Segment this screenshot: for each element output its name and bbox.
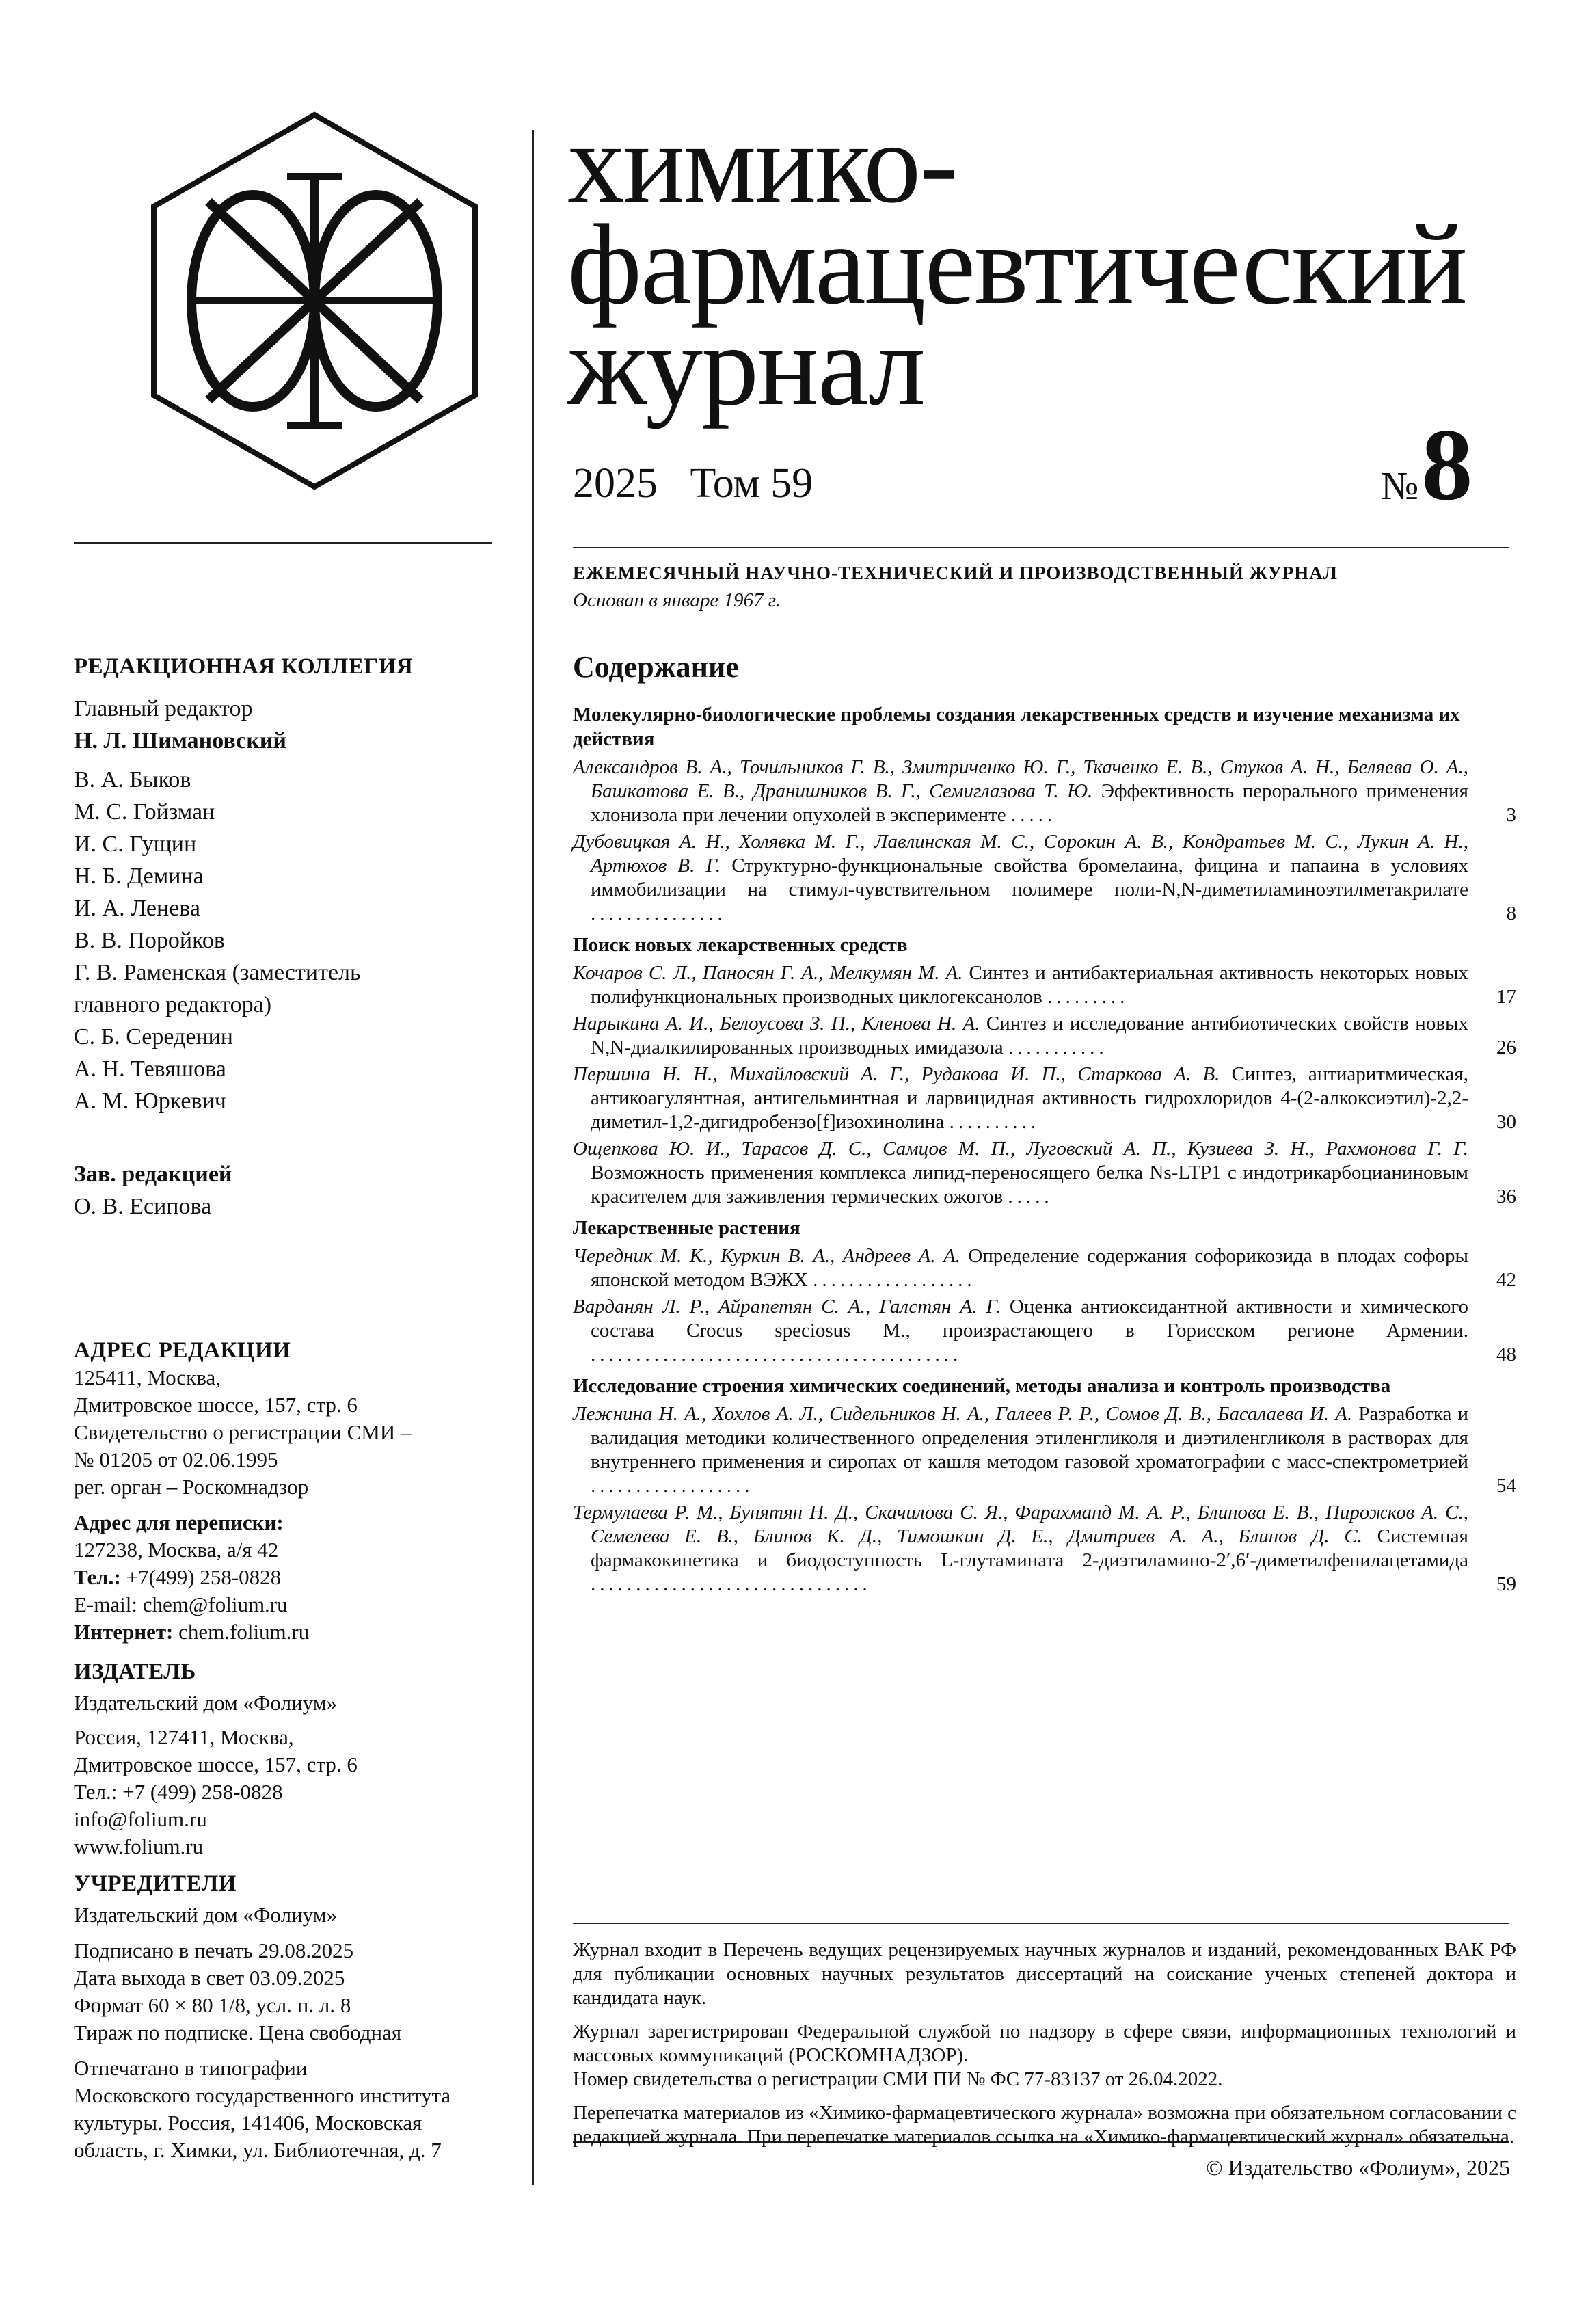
entry-page: 59 — [1496, 1573, 1516, 1595]
office-head-name: О. В. Есипова — [74, 1194, 212, 1219]
internet-label: Интернет: — [74, 1620, 174, 1644]
board-member: А. Н. Тевяшова — [74, 1056, 226, 1082]
note-vak: Журнал входит в Перечень ведущих рецензируемых научных журналов и изданий, рекомендованных ВАК РФ для публикации основных научных результатов диссертаций на соискание ученых степеней доктора и кандидата наук. — [573, 1939, 1516, 2009]
toc-entry[interactable]: Варданян Л. Р., Айрапетян С. А., Галстян А. Г. Оценка антиоксидантной активности и химического состава Crocus speciosus M., произрастающего в Горисском регионе Армении. ......................................... 48 — [573, 1296, 1516, 1365]
tel-line — [74, 1564, 498, 1591]
address-line: № 01205 от 02.06.1995 — [74, 1447, 278, 1471]
address-line: Дмитровское шоссе, 157, стр. 6 — [74, 1393, 358, 1417]
address-heading: АДРЕС РЕДАКЦИИ — [74, 1338, 291, 1363]
entry-page: 48 — [1496, 1344, 1516, 1365]
publisher-website[interactable]: www.folium.ru — [74, 1834, 204, 1858]
toc-entry[interactable]: Чередник М. К., Куркин В. А., Андреев А. А. Определение содержания софорикозида в плодах софоры японской методом ВЭЖХ .................. 42 — [573, 1245, 1516, 1291]
printer-info: Отпечатано в типографии — [74, 2056, 308, 2080]
entry-title: Определение содержания софорикозида в плодах софоры японской методом ВЭЖХ — [591, 1245, 1468, 1291]
notes-rule — [573, 1923, 1509, 1924]
board-member: А. М. Юркевич — [74, 1088, 226, 1114]
title-line-1: химико- — [567, 100, 957, 227]
office-head-label: Зав. редакцией — [74, 1162, 232, 1187]
printer-info: культуры. Россия, 141406, Московская — [74, 2111, 422, 2135]
editorial-board — [74, 653, 498, 1223]
entry-page: 3 — [1506, 804, 1516, 826]
entry-authors: Ощепкова Ю. И., Тарасов Д. С., Самцов М. П., Луговский А. П., Кузиева З. Н., Рахмонова Г. Г. — [573, 1138, 1468, 1160]
chief-label: Главный редактор — [74, 696, 253, 721]
entry-title: Структурно-функциональные свойства бромелаина, фицина и папаина в условиях иммобилизации на стимул-чувствительном полимере поли-N,N-диметиламиноэтилметакрилате — [591, 855, 1468, 900]
board-member: главного редактора) — [74, 992, 272, 1017]
column-divider — [532, 130, 534, 2185]
entry-page: 17 — [1496, 986, 1516, 1008]
entry-title: Разработка и валидация методики количественного определения этиленгликоля и диэтиленгликоля в растворах для внутреннего применения и сиропах от кашля методом газовой хроматографии с масс-спектрометрией — [591, 1403, 1469, 1473]
issue-volume: Том 59 — [690, 460, 813, 507]
section-title: Молекулярно-биологические проблемы создания лекарственных средств и изучение механизма их действия — [573, 704, 1460, 750]
publisher-name: Издательский дом «Фолиум» — [74, 1691, 337, 1715]
entry-page: 30 — [1496, 1111, 1516, 1133]
entry-authors: Термулаева Р. М., Бунятян Н. Д., Скачилова С. Я., Фарахманд М. А. Р., Блинова Е. В., Пирожков А. С., Семелева Е. В., Блинов К. Д., Тимошкин Д. Е., Дмитриев А. А., Блинов Д. С. — [573, 1501, 1468, 1547]
toc-entry[interactable]: Александров В. А., Точильников Г. В., Змитриченко Ю. Г., Ткаченко Е. В., Стуков А. Н., Беляева О. А., Башкатова Е. В., Дранишников В. Г., Семиглазова Т. Ю. Эффективность перорального применения хлонизола при лечении опухолей в эксперименте ..... 3 — [573, 756, 1516, 826]
email-line[interactable]: E-mail: chem@folium.ru — [74, 1592, 288, 1616]
entry-title: Эффективность перорального применения хлонизола при лечении опухолей в эксперименте — [591, 780, 1468, 826]
section-title: Исследование строения химических соединений, методы анализа и контроль производства — [573, 1375, 1391, 1397]
issue-number-value: 8 — [1421, 408, 1473, 522]
mail-label: Адрес для переписки: — [74, 1510, 284, 1534]
masthead-rule — [573, 547, 1509, 548]
entry-authors: Нарыкина А. И., Белоусова З. П., Кленова Н. А. — [573, 1013, 980, 1034]
print-info: Подписано в печать 29.08.2025 — [74, 1938, 354, 1962]
printer-info: Московского государственного института — [74, 2083, 451, 2107]
internet-value[interactable]: chem.folium.ru — [173, 1620, 310, 1644]
contents-heading: Содержание — [573, 650, 739, 684]
board-member: В. В. Поройков — [74, 928, 225, 953]
publisher-heading: ИЗДАТЕЛЬ — [74, 1659, 196, 1684]
founded-line: Основан в январе 1967 г. — [573, 589, 781, 611]
title-line-3: журнал — [567, 302, 924, 429]
address-line: рег. орган – Роскомнадзор — [74, 1475, 309, 1499]
toc-entry[interactable]: Ощепкова Ю. И., Тарасов Д. С., Самцов М. П., Луговский А. П., Кузиева З. Н., Рахмонова Г. Г. Возможность применения комплекса липид-переносящего белка Ns-LTP1 с индотрикарбоцианиновым красителем для заживления термических ожогов ..... 36 — [573, 1138, 1516, 1207]
tel-value: +7(499) 258-0828 — [120, 1565, 282, 1589]
entry-title: Возможность применения комплекса липид-переносящего белка Ns-LTP1 с индотрикарбоцианиновым красителем для заживления термических ожогов — [591, 1162, 1468, 1207]
entry-page: 26 — [1496, 1037, 1516, 1058]
note-registration: Журнал зарегистрирован Федеральной службой по надзору в сфере связи, информационных технологий и массовых коммуникаций (РОСКОМНАДЗОР). — [573, 2020, 1516, 2066]
founders-block — [74, 1870, 498, 2164]
title-line-2: фармацевтический — [567, 201, 1466, 328]
entry-page: 8 — [1506, 903, 1516, 924]
left-top-rule — [74, 542, 492, 544]
print-info: Формат 60 × 80 1/8, усл. п. л. 8 — [74, 1993, 351, 2017]
entry-authors: Александров В. А., Точильников Г. В., Змитриченко Ю. Г., Ткаченко Е. В., Стуков А. Н., Беляева О. А., Башкатова Е. В., Дранишников В. Г., Семиглазова Т. Ю. — [573, 756, 1468, 802]
board-member: М. С. Гойзман — [74, 799, 215, 825]
board-member: И. С. Гущин — [74, 831, 197, 857]
publisher-line: Дмитровское шоссе, 157, стр. 6 — [74, 1752, 358, 1776]
entry-authors: Варданян Л. Р., Айрапетян С. А., Галстян А. Г. — [573, 1296, 1001, 1318]
table-of-contents — [573, 650, 1516, 1599]
publisher-email[interactable]: info@folium.ru — [74, 1807, 207, 1831]
toc-entry[interactable]: Лежнина Н. А., Хохлов А. Л., Сидельников Н. А., Галеев Р. Р., Сомов Д. В., Басалаева И. А. Разработка и валидация методики количественного определения этиленгликоля и диэтиленгликоля в растворах для внутреннего применения и сиропах от кашля методом газовой хроматографии с масс-спектрометрией .................. 54 — [573, 1403, 1516, 1497]
printer-info: область, г. Химки, ул. Библиотечная, д. 7 — [74, 2138, 442, 2162]
toc-entry[interactable]: Термулаева Р. М., Бунятян Н. Д., Скачилова С. Я., Фарахманд М. А. Р., Блинова Е. В., Пирожков А. С., Семелева Е. В., Блинов К. Д., Тимошкин Д. Е., Дмитриев А. А., Блинов Д. С. Системная фармакокинетика и биодоступность L-глутамината 2-диэтиламино-2′,6′-диметилфенилацетамида ............................... 59 — [573, 1501, 1516, 1595]
board-member: Г. В. Раменская (заместитель — [74, 960, 361, 985]
publisher-line: Тел.: +7 (499) 258-0828 — [74, 1780, 283, 1804]
issue-line — [573, 459, 835, 508]
entry-authors: Лежнина Н. А., Хохлов А. Л., Сидельников Н. А., Галеев Р. Р., Сомов Д. В., Басалаева И. А. — [573, 1403, 1353, 1425]
internet-line — [74, 1618, 498, 1646]
board-member: Н. Б. Демина — [74, 864, 204, 889]
toc-entry[interactable]: Нарыкина А. И., Белоусова З. П., Кленова Н. А. Синтез и исследование антибиотических свойств новых N,N-диалкилированных производных имидазола ........... 26 — [573, 1013, 1516, 1058]
founders-name: Издательский дом «Фолиум» — [74, 1903, 337, 1927]
entry-authors: Дубовицкая А. Н., Холявка М. Г., Лавлинская М. С., Сорокин А. В., Кондратьев М. С., Лукин А. Н., Артюхов В. Г. — [573, 831, 1468, 877]
entry-page: 42 — [1496, 1269, 1516, 1291]
monthly-subtitle: ЕЖЕМЕСЯЧНЫЙ НАУЧНО-ТЕХНИЧЕСКИЙ И ПРОИЗВОДСТВЕННЫЙ ЖУРНАЛ — [573, 563, 1338, 583]
board-member: С. Б. Середенин — [74, 1024, 234, 1050]
entry-authors: Першина Н. Н., Михайловский А. Г., Рудакова И. П., Старкова А. В. — [573, 1063, 1220, 1085]
publisher-block — [74, 1658, 498, 1860]
toc-entry[interactable]: Першина Н. Н., Михайловский А. Г., Рудакова И. П., Старкова А. В. Синтез, антиаритмическая, антикоагулянтная, антигельминтная и ларвицидная активность гидрохлоридов 4-(2-алкоксиэтил)-2,2-диметил-1,2-дигидробензо[f]изохинолина .......... 30 — [573, 1063, 1516, 1133]
print-info: Тираж по подписке. Цена свободная — [74, 2020, 402, 2044]
issue-number — [1381, 408, 1473, 522]
issue-number-label: № — [1381, 464, 1419, 508]
board-heading: РЕДАКЦИОННАЯ КОЛЛЕГИЯ — [74, 654, 414, 679]
toc-entry[interactable]: Дубовицкая А. Н., Холявка М. Г., Лавлинская М. С., Сорокин А. В., Кондратьев М. С., Лукин А. Н., Артюхов В. Г. Структурно-функциональные свойства бромелаина, фицина и папаина в условиях иммобилизации на стимул-чувствительном полимере поли-N,N-диметиламиноэтилметакрилате ............... 8 — [573, 831, 1516, 924]
board-member: В. А. Быков — [74, 767, 191, 792]
address-line: 125411, Москва, — [74, 1365, 221, 1389]
issue-year: 2025 — [573, 460, 658, 507]
entry-page: 54 — [1496, 1475, 1516, 1497]
entry-title: Синтез и исследование антибиотических свойств новых N,N-диалкилированных производных имидазола — [591, 1013, 1469, 1058]
entry-authors: Кочаров С. Л., Паносян Г. А., Мелкумян М. А. — [573, 962, 963, 984]
note-reprint: Перепечатка материалов из «Химико-фармацевтического журнала» возможна при обязательном согласовании с редакцией журнала. При перепечатке материалов ссылка на «Химико-фармацевтический журнал» обязательна. — [573, 2102, 1516, 2148]
address-line: Свидетельство о регистрации СМИ – — [74, 1420, 412, 1444]
journal-logo — [147, 109, 482, 492]
journal-title — [567, 100, 1466, 429]
entry-title: Оценка антиоксидантной активности и химического состава Crocus speciosus M., произрастающего в Горисском регионе Армении. — [591, 1296, 1468, 1341]
entry-title: Системная фармакокинетика и биодоступность L-глутамината 2-диэтиламино-2′,6′-диметилфенилацетамида — [591, 1525, 1468, 1571]
section-title: Поиск новых лекарственных средств — [573, 934, 908, 956]
tel-label: Тел.: — [74, 1565, 121, 1589]
founders-heading: УЧРЕДИТЕЛИ — [74, 1871, 237, 1896]
entry-page: 36 — [1496, 1186, 1516, 1207]
print-info: Дата выхода в свет 03.09.2025 — [74, 1966, 345, 1990]
section-title: Лекарственные растения — [573, 1217, 800, 1239]
publisher-line: Россия, 127411, Москва, — [74, 1725, 294, 1749]
chief-name: Н. Л. Шимановский — [74, 728, 287, 753]
toc-entry[interactable]: Кочаров С. Л., Паносян Г. А., Мелкумян М. А. Синтез и антибактериальная активность некоторых новых полифункциональных производных циклогексанолов ......... 17 — [573, 962, 1516, 1008]
journal-notes — [573, 1938, 1516, 2159]
note-certificate: Номер свидетельства о регистрации СМИ ПИ № ФС 77-83137 от 26.04.2022. — [573, 2068, 1223, 2090]
mail-line: 127238, Москва, а/я 42 — [74, 1538, 279, 1562]
entry-authors: Чередник М. К., Куркин В. А., Андреев А. А. — [573, 1245, 960, 1267]
address-block — [74, 1337, 498, 1646]
entry-title: Синтез и антибактериальная активность некоторых новых полифункциональных производных циклогексанолов — [591, 962, 1468, 1008]
entry-title: Синтез, антиаритмическая, антикоагулянтная, антигельминтная и ларвицидная активность гидрохлоридов 4-(2-алкоксиэтил)-2,2-диметил-1,2-дигидробензо[f]изохинолина — [591, 1063, 1469, 1133]
board-member: И. А. Ленева — [74, 896, 201, 921]
copyright: © Издательство «Фолиум», 2025 — [1206, 2155, 1510, 2180]
